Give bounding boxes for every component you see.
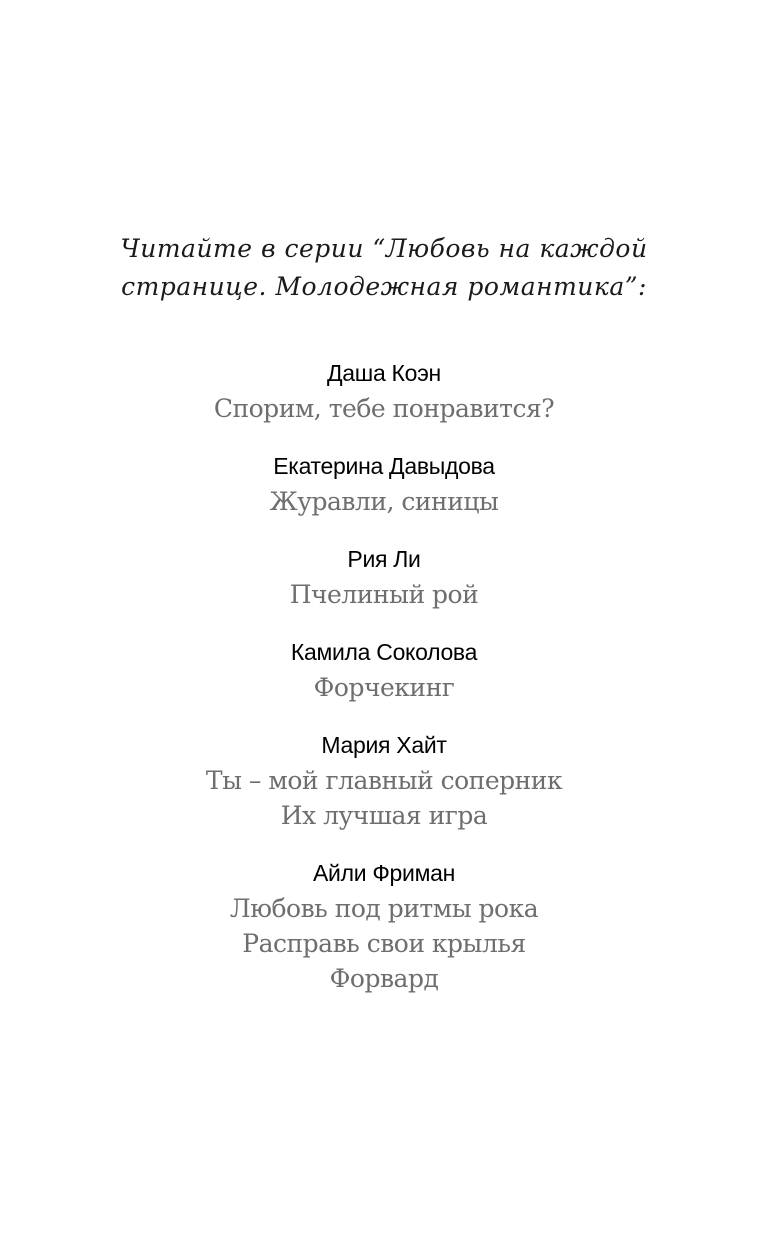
book-title: Их лучшая игра bbox=[280, 801, 488, 830]
author-name: Мария Хайт bbox=[321, 732, 447, 758]
series-intro-line-2: странице. Молодежная романтика”: bbox=[121, 272, 647, 301]
series-intro-line-1: Читайте в серии “Любовь на каждой bbox=[120, 234, 648, 263]
author-name: Рия Ли bbox=[347, 546, 421, 572]
author-catalog bbox=[0, 355, 768, 1018]
book-title: Расправь свои крылья bbox=[242, 929, 526, 958]
author-name: Камила Соколова bbox=[290, 639, 478, 665]
book-title: Форчекинг bbox=[313, 673, 455, 702]
author-entry bbox=[0, 355, 768, 426]
book-title: Ты – мой главный соперник bbox=[205, 766, 563, 795]
book-title: Форвард bbox=[329, 964, 439, 993]
book-title: Любовь под ритмы рока bbox=[229, 894, 539, 923]
author-entry bbox=[0, 634, 768, 705]
author-entry bbox=[0, 541, 768, 612]
book-title: Журавли, синицы bbox=[269, 487, 499, 516]
author-name: Екатерина Давыдова bbox=[273, 453, 495, 479]
author-name: Айли Фриман bbox=[313, 860, 455, 886]
author-name: Даша Коэн bbox=[327, 360, 441, 386]
book-title: Спорим, тебе понравится? bbox=[213, 394, 555, 423]
book-title: Пчелиный рой bbox=[289, 580, 479, 609]
author-entry bbox=[0, 855, 768, 996]
author-entry bbox=[0, 727, 768, 833]
author-entry bbox=[0, 448, 768, 519]
series-intro bbox=[0, 230, 768, 306]
